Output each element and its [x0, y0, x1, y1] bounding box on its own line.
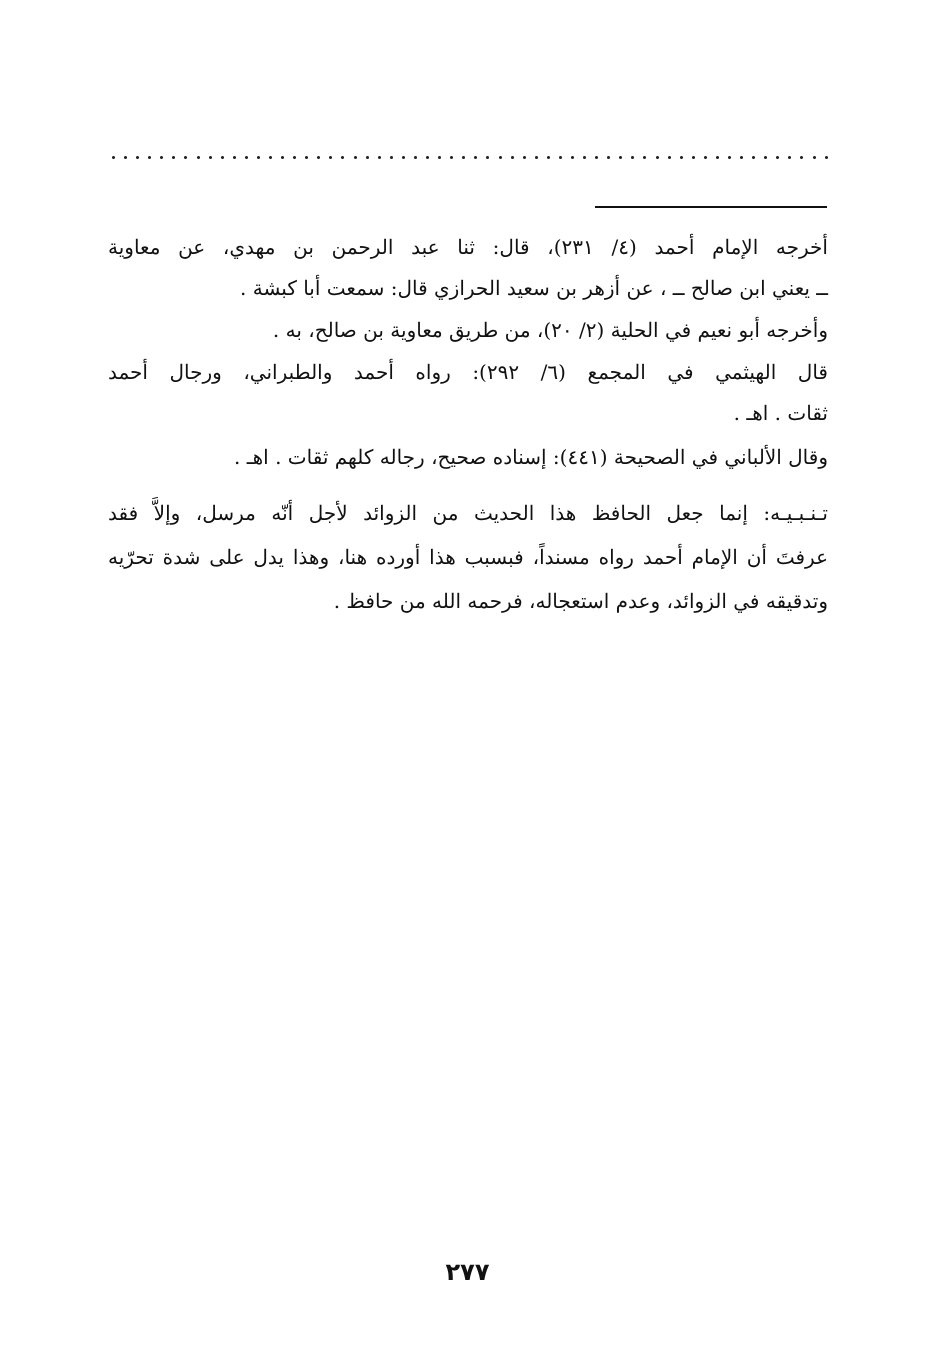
separator-dot	[148, 156, 151, 159]
separator-dot	[535, 156, 538, 159]
separator-dot	[764, 156, 767, 159]
separator-dot	[680, 156, 683, 159]
separator-dot	[752, 156, 755, 159]
text-line: أخرجه الإمام أحمد (٤/ ٢٣١)، قال: ثنا عبد الرحمن بن مهدي، عن معاوية	[108, 235, 828, 259]
separator-dot	[788, 156, 791, 159]
text-line: وتدقيقه في الزوائد، وعدم استعجاله، فرحمه الله من حافظ .	[333, 589, 828, 613]
text-line: وأخرجه أبو نعيم في الحلية (٢/ ٢٠)، من طريق معاوية بن صالح، به .	[272, 318, 828, 342]
text-line: وقال الألباني في الصحيحة (٤٤١): إسناده صحيح، رجاله كلهم ثقات . اهـ .	[234, 445, 828, 469]
separator-dot	[631, 156, 634, 159]
separator-dot	[511, 156, 514, 159]
separator-dot	[209, 156, 212, 159]
paragraph-haythami	[108, 352, 828, 434]
separator-dot	[523, 156, 526, 159]
separator-dot	[704, 156, 707, 159]
separator-dot	[559, 156, 562, 159]
separator-dot	[474, 156, 477, 159]
separator-dot	[257, 156, 260, 159]
separator-dot	[172, 156, 175, 159]
separator-dot	[341, 156, 344, 159]
text-line: قال الهيثمي في المجمع (٦/ ٢٩٢): رواه أحمد والطبراني، ورجال أحمد	[108, 360, 828, 384]
separator-dot	[293, 156, 296, 159]
separator-dot	[281, 156, 284, 159]
separator-dot	[305, 156, 308, 159]
separator-dot	[450, 156, 453, 159]
separator-dot	[825, 156, 828, 159]
page-number: ٢٧٧	[445, 1258, 490, 1286]
separator-dot	[813, 156, 816, 159]
paragraph-takhrij-abu-nuaym	[108, 310, 828, 351]
separator-dot	[366, 156, 369, 159]
separator-dot	[716, 156, 719, 159]
separator-dot	[402, 156, 405, 159]
separator-dot	[728, 156, 731, 159]
separator-dot	[776, 156, 779, 159]
paragraph-tanbih-note	[108, 491, 828, 623]
separator-dot	[619, 156, 622, 159]
separator-dot	[547, 156, 550, 159]
separator-dot	[329, 156, 332, 159]
separator-dot	[486, 156, 489, 159]
separator-dot	[390, 156, 393, 159]
separator-dot	[112, 156, 115, 159]
separator-dot	[184, 156, 187, 159]
separator-dot	[233, 156, 236, 159]
separator-dot	[197, 156, 200, 159]
dotted-separator	[112, 142, 828, 172]
separator-dot	[571, 156, 574, 159]
separator-dot	[378, 156, 381, 159]
separator-dot	[643, 156, 646, 159]
separator-dot	[462, 156, 465, 159]
separator-dot	[692, 156, 695, 159]
separator-dot	[136, 156, 139, 159]
separator-dot	[607, 156, 610, 159]
text-line: ثقات . اهـ .	[733, 401, 828, 425]
separator-dot	[317, 156, 320, 159]
separator-dot	[221, 156, 224, 159]
separator-dot	[595, 156, 598, 159]
footnote-rule	[595, 206, 827, 208]
separator-dot	[426, 156, 429, 159]
separator-dot	[740, 156, 743, 159]
separator-dot	[354, 156, 357, 159]
separator-dot	[668, 156, 671, 159]
separator-dot	[124, 156, 127, 159]
separator-dot	[656, 156, 659, 159]
separator-dot	[800, 156, 803, 159]
separator-dot	[414, 156, 417, 159]
separator-dot	[160, 156, 163, 159]
separator-dot	[438, 156, 441, 159]
separator-dot	[583, 156, 586, 159]
text-line: عرفتَ أن الإمام أحمد رواه مسنداً، فبسبب هذا أورده هنا، وهذا يدل على شدة تحرّيه	[108, 545, 828, 569]
paragraph-takhrij-ahmad	[108, 227, 828, 309]
text-line: تـنـبـيـه: إنما جعل الحافظ هذا الحديث من الزوائد لأجل أنّه مرسل، وإلاَّ فقد	[108, 501, 828, 525]
paragraph-albani	[108, 437, 828, 478]
separator-dot	[245, 156, 248, 159]
separator-dot	[269, 156, 272, 159]
text-line: ــ يعني ابن صالح ــ ، عن أزهر بن سعيد الحرازي قال: سمعت أبا كبشة .	[240, 276, 828, 300]
separator-dot	[499, 156, 502, 159]
